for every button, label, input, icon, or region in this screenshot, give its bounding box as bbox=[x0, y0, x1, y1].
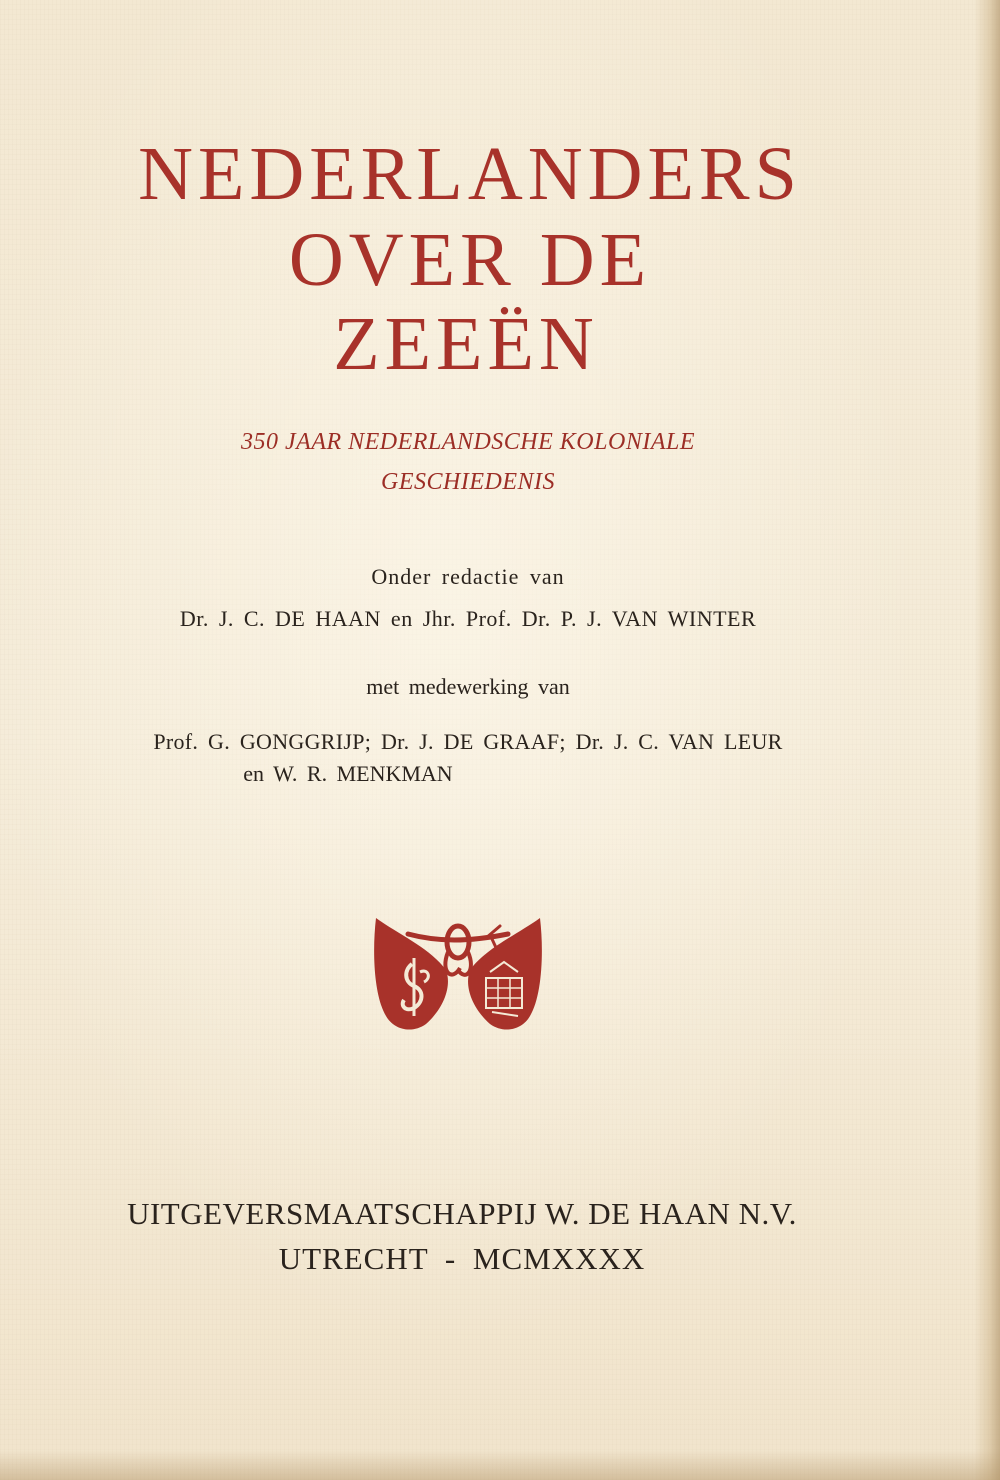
page-edge-shadow bbox=[974, 0, 1000, 1480]
editors-names: Dr. J. C. DE HAAN en Jhr. Prof. Dr. P. J. VAN WINTER bbox=[179, 606, 757, 631]
publisher-name: UITGEVERSMAATSCHAPPIJ W. DE HAAN N.V. bbox=[127, 1196, 797, 1231]
contributors-names-line-2: en W. R. MENKMAN bbox=[243, 761, 453, 786]
contributors-intro: met medewerking van bbox=[366, 674, 570, 699]
contributors-names-line-1: Prof. G. GONGGRIJP; Dr. J. DE GRAAF; Dr. J. C. VAN LEUR bbox=[153, 729, 783, 754]
publisher-place-year: UTRECHT - MCMXXXX bbox=[278, 1241, 646, 1276]
title-line-2: OVER DE bbox=[288, 218, 652, 302]
page-bottom-shadow bbox=[0, 1450, 1000, 1480]
subtitle-line-2: GESCHIEDENIS bbox=[381, 469, 555, 495]
editors-intro: Onder redactie van bbox=[371, 564, 565, 589]
title-line-1: NEDERLANDERS bbox=[138, 132, 802, 216]
publisher-device-icon bbox=[368, 912, 548, 1036]
title-line-3: ZEEËN bbox=[333, 302, 599, 386]
subtitle-line-1: 350 JAAR NEDERLANDSCHE KOLONIALE bbox=[241, 429, 695, 455]
